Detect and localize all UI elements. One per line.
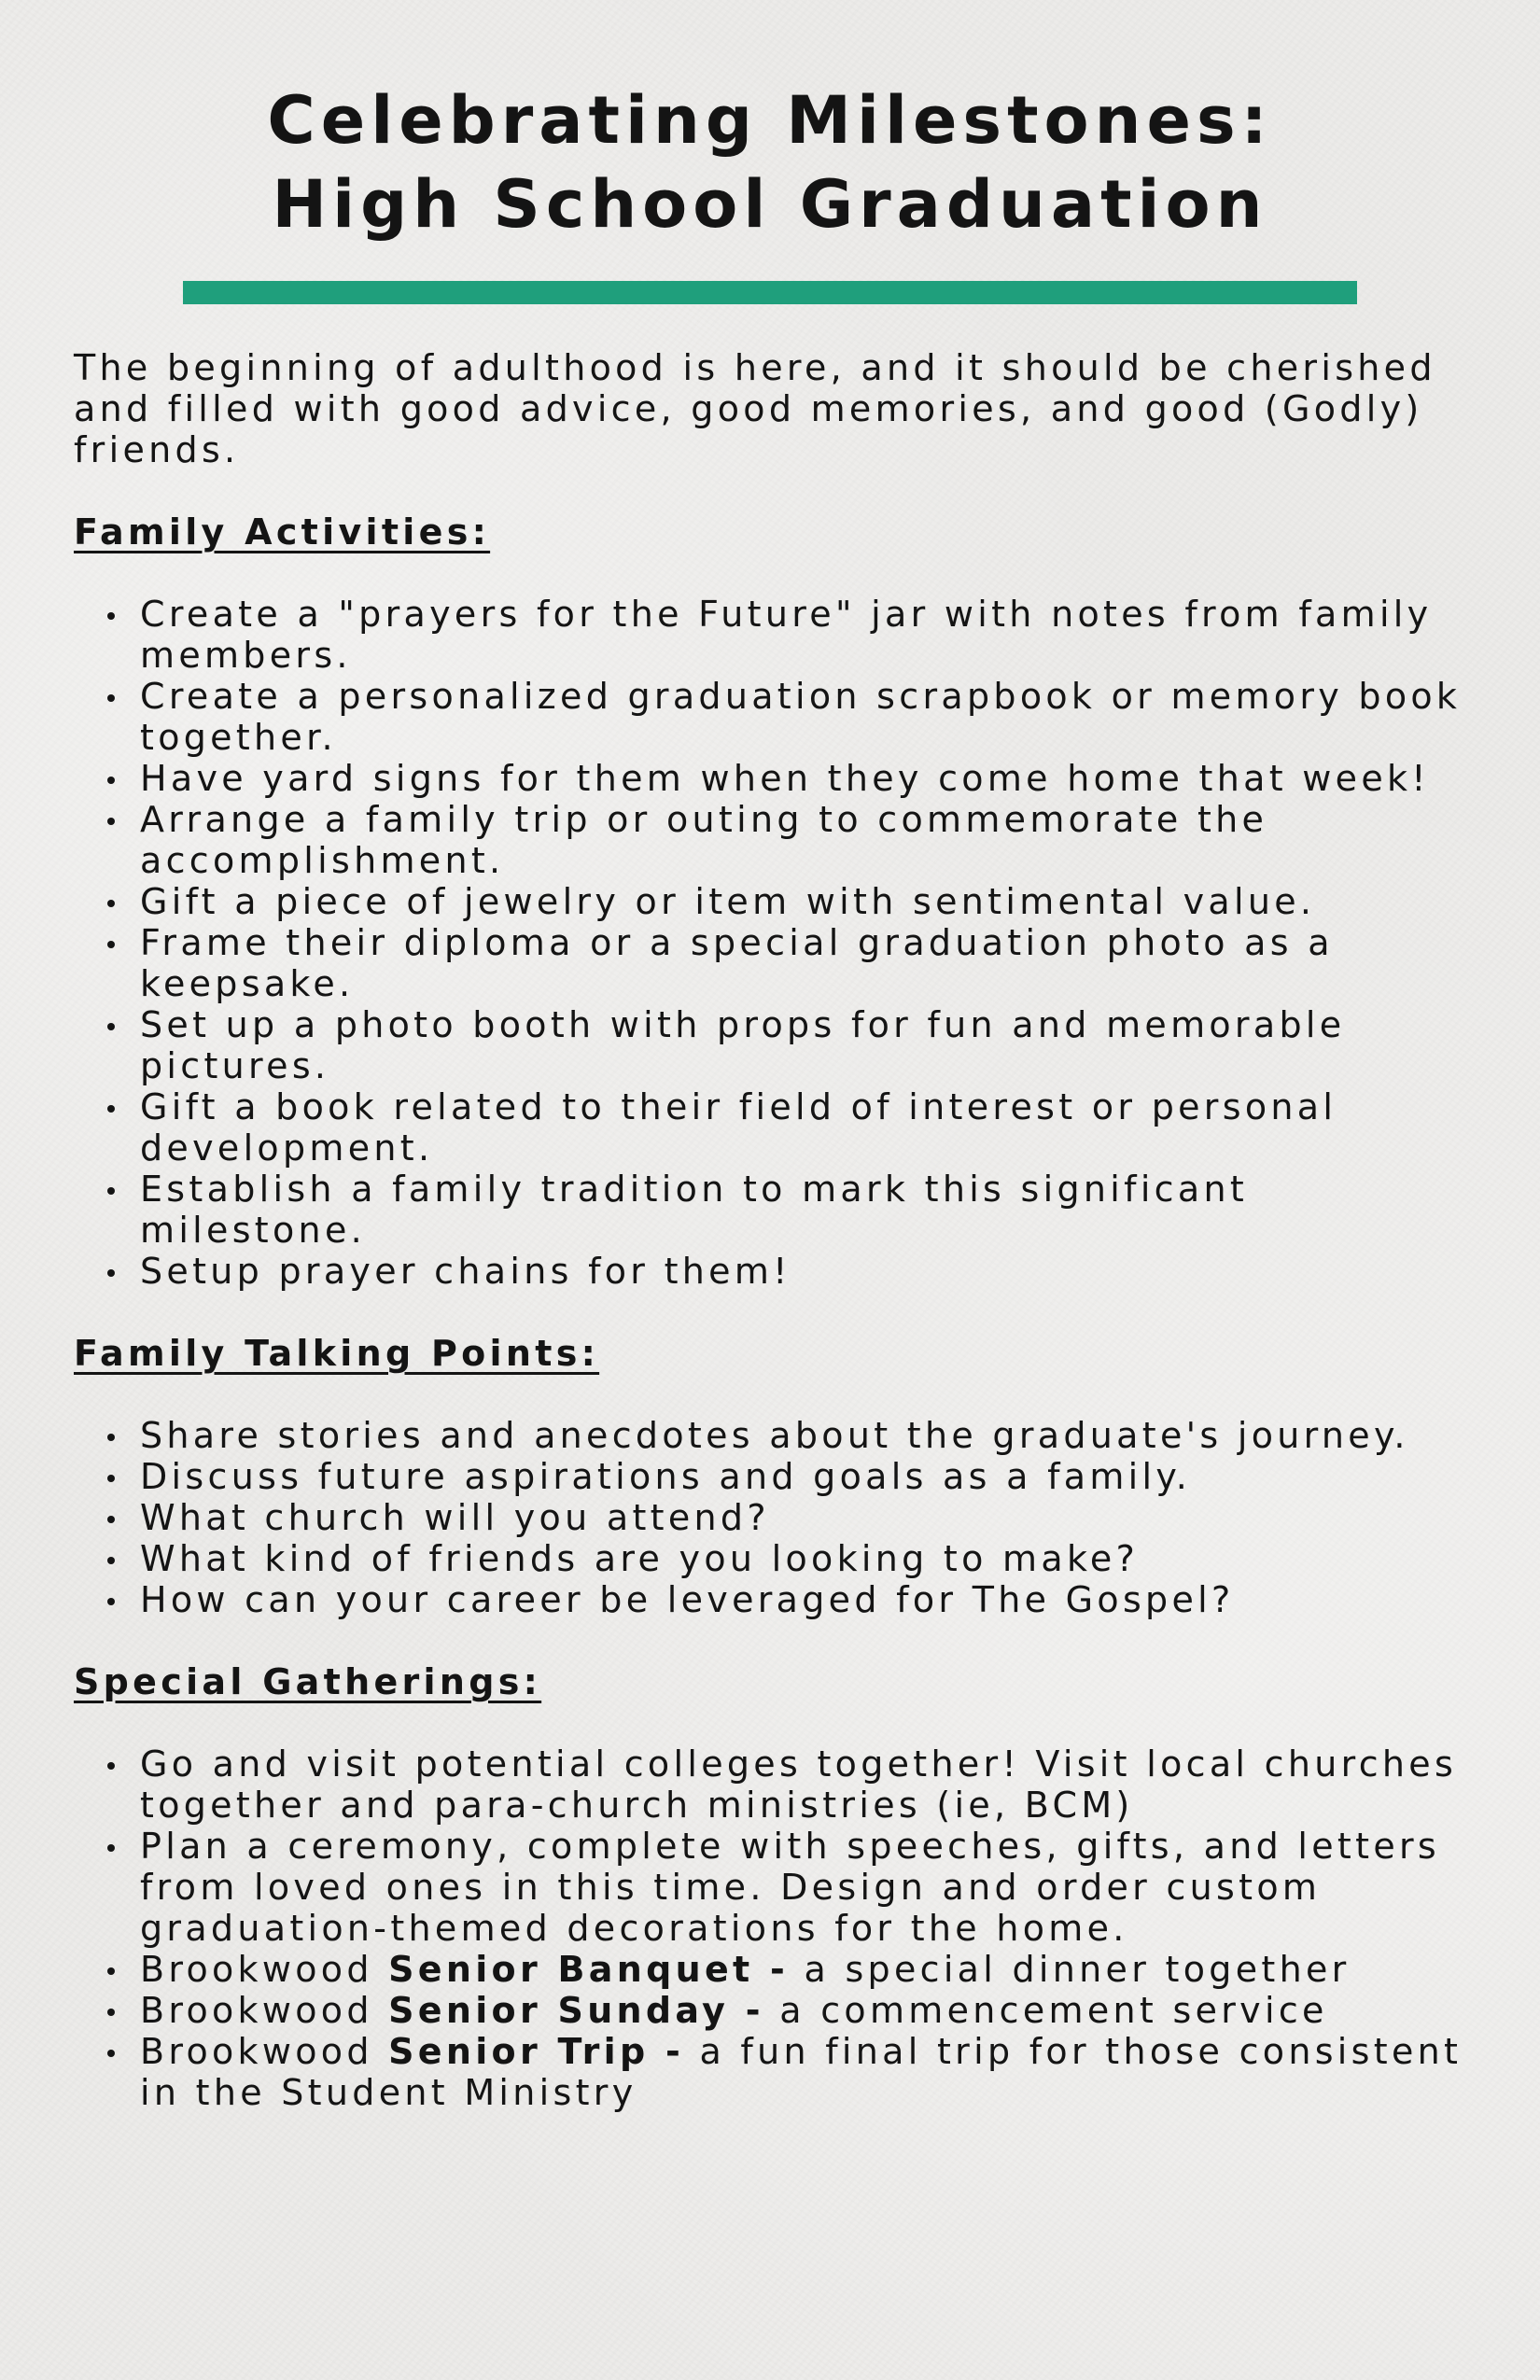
list-item: Gift a piece of jewelry or item with sentimental value. xyxy=(74,881,1474,922)
item-rest: a fun final trip for those consistent in the Student Ministry xyxy=(140,2031,1463,2113)
family-talking-points-heading: Family Talking Points: xyxy=(74,1333,600,1374)
special-gatherings-heading: Special Gatherings: xyxy=(74,1661,542,1702)
list-item: How can your career be leveraged for The Gospel? xyxy=(74,1579,1474,1620)
item-prefix: Brookwood xyxy=(140,1949,389,1990)
item-prefix: Brookwood xyxy=(140,1990,389,2031)
list-item: Gift a book related to their field of interest or personal development. xyxy=(74,1086,1474,1169)
item-prefix: Brookwood xyxy=(140,2031,389,2072)
title-line-1: Celebrating Milestones: xyxy=(267,82,1273,159)
document-body xyxy=(74,347,1474,2154)
list-item: Plan a ceremony, complete with speeches, gifts, and letters from loved ones in this time. Design and order custom graduation-themed decorations for the home. xyxy=(74,1826,1474,1949)
list-item-senior-banquet xyxy=(74,1949,1474,1990)
special-gatherings-list xyxy=(74,1743,1474,2113)
list-item: Establish a family tradition to mark this significant milestone. xyxy=(74,1169,1474,1251)
list-item: Set up a photo booth with props for fun and memorable pictures. xyxy=(74,1004,1474,1086)
list-item: Arrange a family trip or outing to commemorate the accomplishment. xyxy=(74,799,1474,881)
item-rest: a commencement service xyxy=(763,1990,1328,2031)
item-bold: Senior Sunday - xyxy=(388,1990,764,2031)
list-item: What kind of friends are you looking to make? xyxy=(74,1538,1474,1579)
list-item: Create a "prayers for the Future" jar with notes from family members. xyxy=(74,594,1474,676)
accent-divider xyxy=(183,281,1357,304)
list-item-senior-sunday xyxy=(74,1990,1474,2031)
family-talking-points-list xyxy=(74,1415,1474,1620)
list-item-senior-trip xyxy=(74,2031,1474,2113)
list-item: Have yard signs for them when they come home that week! xyxy=(74,758,1474,799)
list-item: Setup prayer chains for them! xyxy=(74,1251,1474,1292)
list-item: What church will you attend? xyxy=(74,1497,1474,1538)
item-rest: a special dinner together xyxy=(789,1949,1351,1990)
item-bold: Senior Trip - xyxy=(388,2031,685,2072)
intro-paragraph: The beginning of adulthood is here, and it should be cherished and filled with good advice, good memories, and good (Godly) friends. xyxy=(74,347,1436,470)
page-title xyxy=(0,78,1540,246)
list-item: Frame their diploma or a special graduation photo as a keepsake. xyxy=(74,922,1474,1004)
family-activities-list xyxy=(74,594,1474,1292)
list-item: Share stories and anecdotes about the graduate's journey. xyxy=(74,1415,1474,1456)
list-item: Go and visit potential colleges together! Visit local churches together and para-church ministries (ie, BCM) xyxy=(74,1743,1474,1826)
list-item: Discuss future aspirations and goals as a family. xyxy=(74,1456,1474,1497)
family-activities-heading: Family Activities: xyxy=(74,511,491,553)
list-item: Create a personalized graduation scrapbook or memory book together. xyxy=(74,676,1474,758)
item-bold: Senior Banquet - xyxy=(388,1949,790,1990)
title-line-2: High School Graduation xyxy=(272,166,1268,243)
